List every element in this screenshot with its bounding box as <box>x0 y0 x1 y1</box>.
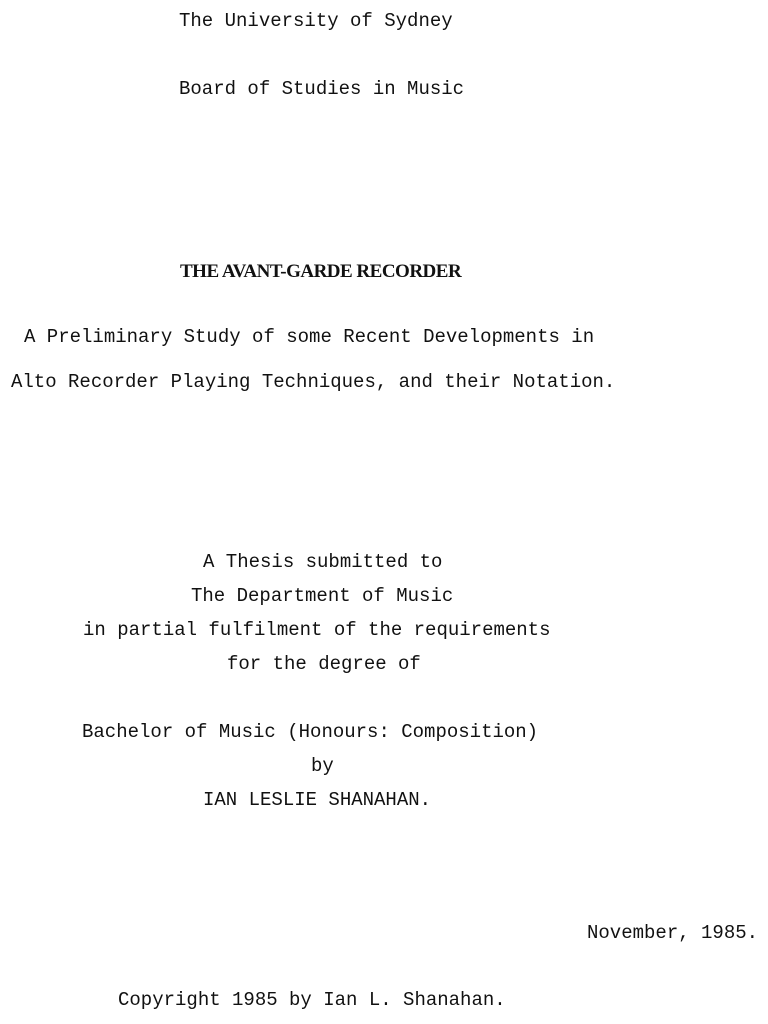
submission-line-1: A Thesis submitted to <box>203 551 443 573</box>
thesis-subtitle-line-2: Alto Recorder Playing Techniques, and their Notation. <box>11 371 616 393</box>
submission-line-3: in partial fulfilment of the requirements <box>83 619 551 641</box>
submission-line-2: The Department of Music <box>191 585 454 607</box>
submission-line-4: for the degree of <box>227 653 421 675</box>
thesis-title: THE AVANT-GARDE RECORDER <box>180 261 462 282</box>
author-name: IAN LESLIE SHANAHAN. <box>203 789 432 811</box>
copyright-notice: Copyright 1985 by Ian L. Shanahan. <box>118 989 506 1011</box>
board-name: Board of Studies in Music <box>179 78 465 100</box>
submission-date: November, 1985. <box>587 922 759 944</box>
thesis-subtitle-line-1: A Preliminary Study of some Recent Developments in <box>24 326 595 348</box>
by-label: by <box>311 755 334 777</box>
institution-name: The University of Sydney <box>179 10 453 32</box>
degree-name: Bachelor of Music (Honours: Composition) <box>82 721 539 743</box>
